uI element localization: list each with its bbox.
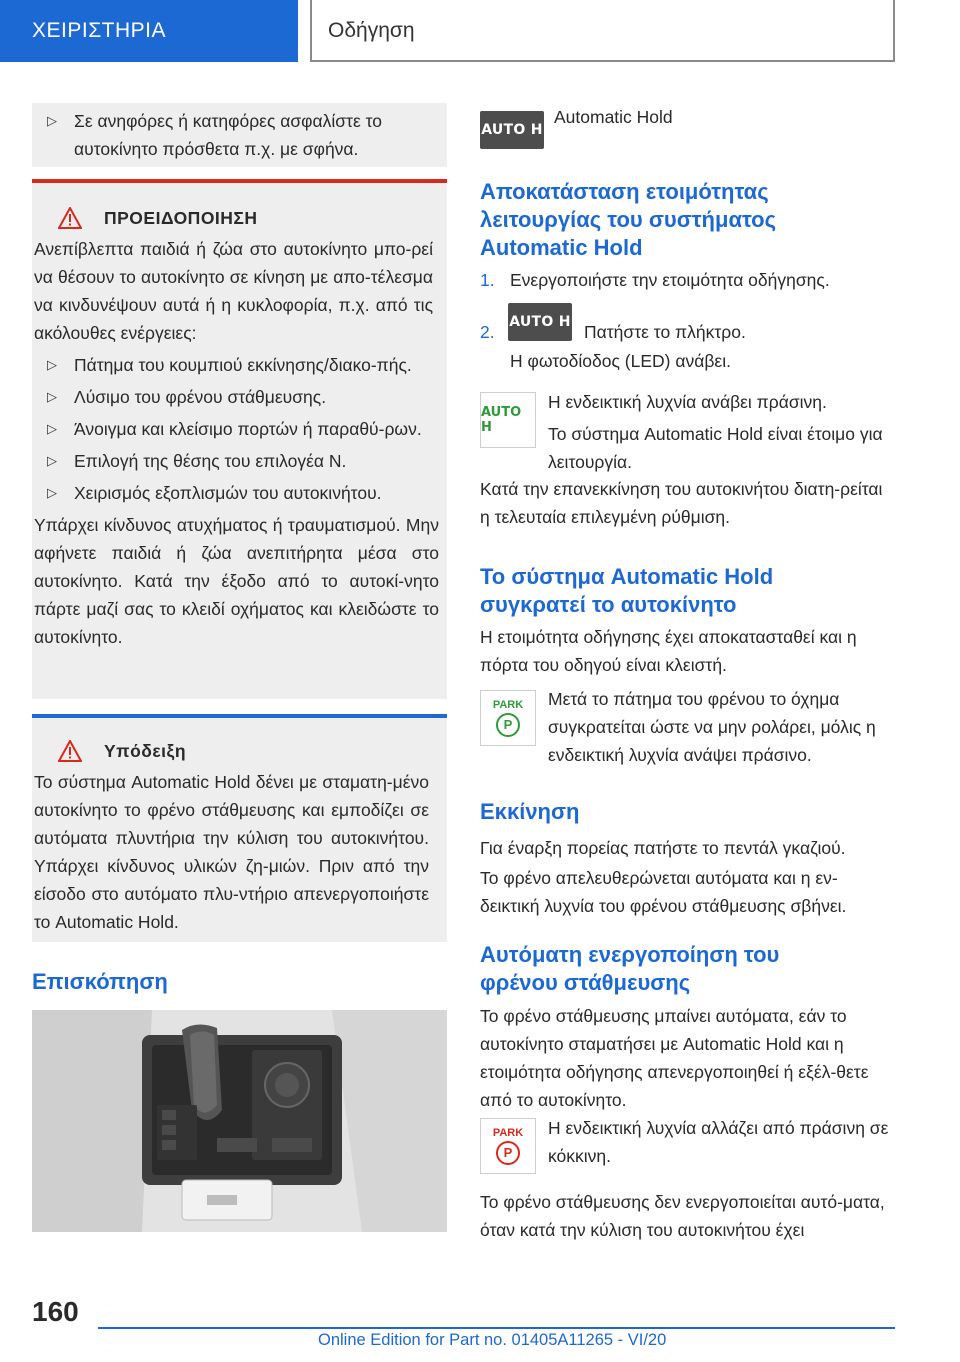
park-red-text: Η ενδεικτική λυχνία αλλάζει από πράσινη σε κόκκινη. xyxy=(548,1118,889,1166)
note-heading xyxy=(32,718,447,762)
auto-park-text: Το φρένο στάθμευσης μπαίνει αυτόματα, εάν το αυτοκίνητο σταματήσει με Automatic Hold και η ετοιμότητα οδήγησης απενεργοποιηθεί ή εξέλ-θετε από το αυτοκίνητο. xyxy=(480,1006,869,1110)
holds-text: Η ετοιμότητα οδήγησης έχει αποκατασταθεί και η πόρτα του οδηγού είναι κλειστή. xyxy=(480,627,857,675)
warning-intro: Ανεπίβλεπτα παιδιά ή ζώα στο αυτοκίνητο μπο-ρεί να θέσουν το αυτοκίνητο σε κίνηση με απο-τέλεσμα να κινδυνέψουν αυτά ή η κυκλοφορία, π.χ. από τις ακόλουθες ενέργειες: xyxy=(34,239,433,343)
list-item: ▷ Λύσιμο του φρένου στάθμευσης. xyxy=(47,387,327,407)
center-console-image xyxy=(32,1010,447,1232)
indicator-green-text: Η ενδεικτική λυχνία ανάβει πράσινη. xyxy=(548,392,827,412)
chapter-tab[interactable]: ΧΕΙΡΙΣΤΗΡΙΑ xyxy=(0,0,298,62)
park-green-indicator-icon: PARK P xyxy=(480,690,536,746)
step-2: 2. xyxy=(480,322,495,342)
warning-title: ΠΡΟΕΙΔΟΠΟΙΗΣΗ xyxy=(104,207,258,228)
warning-box xyxy=(32,183,447,699)
section-heading: Αποκατάσταση ετοιμότητας λειτουργίας του συστήματος Automatic Hold xyxy=(480,179,777,260)
triangle-bullet-icon: ▷ xyxy=(47,113,57,128)
footer-rule xyxy=(98,1327,895,1329)
auto-h-button-icon: AUTO H xyxy=(480,111,544,149)
section-heading-holds: Το σύστημα Automatic Hold συγκρατεί το αυτοκίνητο xyxy=(480,564,774,617)
auto-h-indicator-icon: AUTO H xyxy=(480,392,536,448)
warning-list xyxy=(32,351,447,507)
page-number: 160 xyxy=(32,1296,79,1327)
list-item: ▷ Επιλογή της θέσης του επιλογέα N. xyxy=(47,451,347,471)
park-green-text: Μετά το πάτημα του φρένου το όχημα συγκρατείται ώστε να μην ρολάρει, μόλις η ενδεικτική λυχνία ανάψει πράσινο. xyxy=(548,689,876,765)
auto-park-tail: Το φρένο στάθμευσης δεν ενεργοποιείται αυτό-ματα, όταν κατά την κύλιση του αυτοκινήτου έχει xyxy=(480,1192,885,1240)
list-item: ▷ Πάτημα του κουμπιού εκκίνησης/διακο-πής. xyxy=(47,355,412,375)
section-restore-readiness xyxy=(480,178,900,262)
note-box xyxy=(32,718,447,942)
button-caption: Automatic Hold xyxy=(554,107,673,127)
ready-text: Το σύστημα Automatic Hold είναι έτοιμο για λειτουργία. xyxy=(548,424,883,472)
auto-h-button-icon: AUTO H xyxy=(508,303,572,341)
start-text-2: Το φρένο απελευθερώνεται αυτόματα και η εν-δεικτική λυχνία του φρένου στάθμευσης σβήνει. xyxy=(480,868,847,916)
steps-list xyxy=(480,266,900,294)
continued-bullet-box xyxy=(32,103,447,167)
footer-edition: Online Edition for Part no. 01405A11265 - VI/20 xyxy=(318,1331,667,1349)
section-heading-auto-park: Αυτόματη ενεργοποίηση του φρένου στάθμευσης xyxy=(480,942,780,995)
restart-text: Κατά την επανεκκίνηση του αυτοκινήτου διατη-ρείται η τελευταία επιλεγμένη ρύθμιση. xyxy=(480,479,883,527)
warning-triangle-icon xyxy=(58,740,82,762)
note-title: Υπόδειξη xyxy=(104,740,187,761)
list-item xyxy=(32,103,447,163)
park-red-indicator-icon: PARK P xyxy=(480,1118,536,1174)
start-text-1: Για έναρξη πορείας πατήστε το πεντάλ γκαζιού. xyxy=(480,838,846,858)
bullet-text: Σε ανηφόρες ή κατηφόρες ασφαλίστε το αυτοκίνητο πρόσθετα π.χ. με σφήνα. xyxy=(74,111,383,159)
warning-triangle-icon xyxy=(58,207,82,229)
step-2-text: Πατήστε το πλήκτρο. xyxy=(584,322,746,342)
led-text: Η φωτοδίοδος (LED) ανάβει. xyxy=(510,351,731,371)
warning-outro: Υπάρχει κίνδυνος ατυχήματος ή τραυματισμού. Μην αφήνετε παιδιά ή ζώα ανεπιτήρητα μέσα στο αυτοκίνητο. Κατά την έξοδο από το αυτοκί-νητο πάρτε μαζί σας το κλειδί οχήματος και κλειδώστε το αυτοκίνητο. xyxy=(34,515,439,647)
list-item: ▷ Άνοιγμα και κλείσιμο πορτών ή παραθύ-ρων. xyxy=(47,419,422,439)
list-item: ▷ Χειρισμός εξοπλισμών του αυτοκινήτου. xyxy=(47,483,382,503)
warning-heading xyxy=(32,183,447,229)
section-title: Οδήγηση xyxy=(310,0,895,62)
section-heading-start: Εκκίνηση xyxy=(480,799,580,824)
overview-heading: Επισκόπηση xyxy=(32,969,168,994)
step-1: 1. Ενεργοποιήστε την ετοιμότητα οδήγησης. xyxy=(480,270,830,290)
note-text: Το σύστημα Automatic Hold δένει με σταματη-μένο αυτοκίνητο το φρένο στάθμευσης και εμποδίζει σε αυτόματα πλυντήρια την κύλιση του αυτοκινήτου. Υπάρχει κίνδυνος υλικών ζη-μιών. Πριν από την είσοδο στο αυτόματο πλυ-ντήριο απενεργοποιήστε το Automatic Hold. xyxy=(34,772,429,932)
